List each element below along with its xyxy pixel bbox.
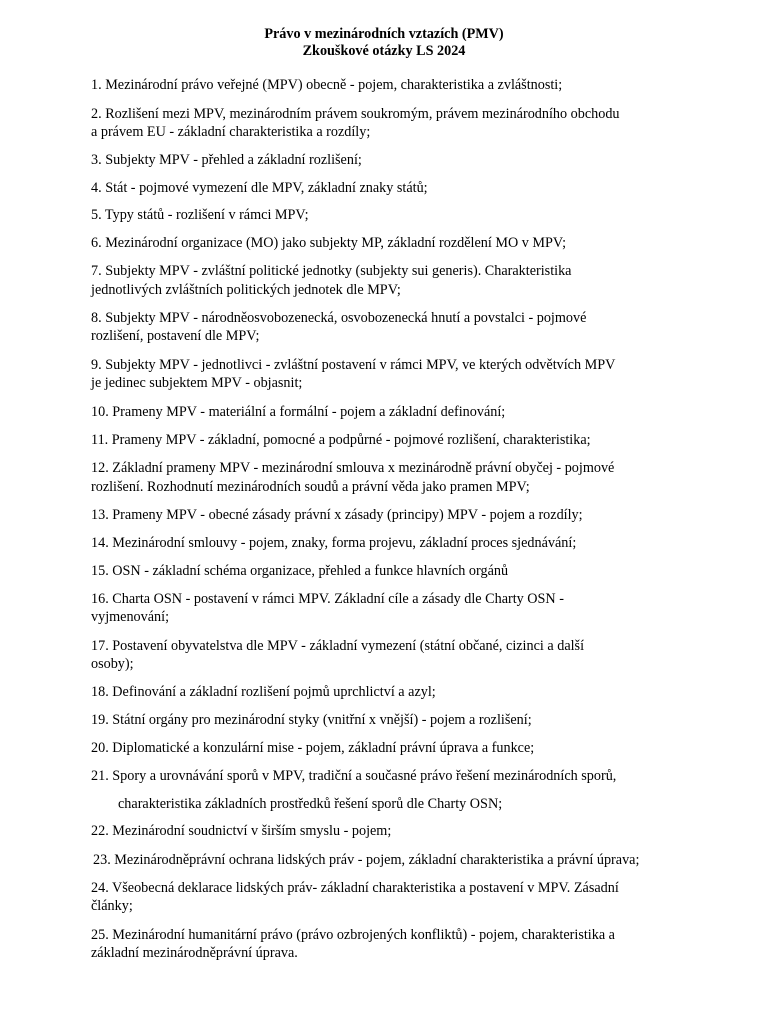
question-19-line-1: 19. Státní orgány pro mezinárodní styky (vnitřní x vnější) - pojem a rozlišení;: [91, 712, 532, 728]
question-5-line-1: 5. Typy států - rozlišení v rámci MPV;: [91, 207, 309, 223]
question-24-line-2: články;: [91, 898, 133, 914]
question-10-line-1: 10. Prameny MPV - materiální a formální - pojem a základní definování;: [91, 404, 506, 420]
question-21-line-2: charakteristika základních prostředků řešení sporů dle Charty OSN;: [118, 796, 503, 812]
question-9-line-2: je jedinec subjektem MPV - objasnit;: [91, 375, 303, 391]
question-1-line-1: 1. Mezinárodní právo veřejné (MPV) obecně - pojem, charakteristika a zvláštnosti;: [91, 77, 563, 93]
question-7-line-1: 7. Subjekty MPV - zvláštní politické jednotky (subjekty sui generis). Charakteristika: [91, 263, 572, 279]
question-13-line-1: 13. Prameny MPV - obecné zásady právní x zásady (principy) MPV - pojem a rozdíly;: [91, 507, 583, 523]
document-title: Právo v mezinárodních vztazích (PMV): [264, 26, 504, 42]
question-16-line-1: 16. Charta OSN - postavení v rámci MPV. Základní cíle a zásady dle Charty OSN -: [91, 591, 564, 607]
question-20-line-1: 20. Diplomatické a konzulární mise - pojem, základní právní úprava a funkce;: [91, 740, 535, 756]
question-4-line-1: 4. Stát - pojmové vymezení dle MPV, základní znaky států;: [91, 180, 428, 196]
question-21-line-1: 21. Spory a urovnávání sporů v MPV, tradiční a současné právo řešení mezinárodních sporů,: [91, 768, 617, 784]
question-18-line-1: 18. Definování a základní rozlišení pojmů uprchlictví a azyl;: [91, 684, 436, 700]
question-23-line-1: 23. Mezinárodněprávní ochrana lidských práv - pojem, základní charakteristika a právní úprava;: [93, 852, 640, 868]
question-17-line-1: 17. Postavení obyvatelstva dle MPV - základní vymezení (státní občané, cizinci a další: [91, 638, 585, 654]
question-12-line-1: 12. Základní prameny MPV - mezinárodní smlouva x mezinárodně právní obyčej - pojmové: [91, 460, 615, 476]
question-11-line-1: 11. Prameny MPV - základní, pomocné a podpůrné - pojmové rozlišení, charakteristika;: [91, 432, 591, 448]
question-2-line-1: 2. Rozlišení mezi MPV, mezinárodním právem soukromým, právem mezinárodního obchodu: [91, 106, 620, 122]
question-24-line-1: 24. Všeobecná deklarace lidských práv- základní charakteristika a postavení v MPV. Zásadní: [91, 880, 619, 896]
question-15-line-1: 15. OSN - základní schéma organizace, přehled a funkce hlavních orgánů: [91, 563, 509, 579]
question-25-line-2: základní mezinárodněprávní úprava.: [91, 945, 298, 961]
question-9-line-1: 9. Subjekty MPV - jednotlivci - zvláštní postavení v rámci MPV, ve kterých odvětvích MPV: [91, 357, 616, 373]
document-subtitle: Zkouškové otázky LS 2024: [302, 43, 466, 59]
question-17-line-2: osoby);: [91, 656, 134, 672]
question-8-line-1: 8. Subjekty MPV - národněosvobozenecká, osvobozenecká hnutí a povstalci - pojmové: [91, 310, 587, 326]
question-7-line-2: jednotlivých zvláštních politických jednotek dle MPV;: [91, 282, 401, 298]
question-2-line-2: a právem EU - základní charakteristika a rozdíly;: [91, 124, 371, 140]
question-22-line-1: 22. Mezinárodní soudnictví v širším smyslu - pojem;: [91, 823, 392, 839]
question-25-line-1: 25. Mezinárodní humanitární právo (právo ozbrojených konfliktů) - pojem, charakteristika a: [91, 927, 615, 943]
question-6-line-1: 6. Mezinárodní organizace (MO) jako subjekty MP, základní rozdělení MO v MPV;: [91, 235, 567, 251]
question-12-line-2: rozlišení. Rozhodnutí mezinárodních soudů a právní věda jako pramen MPV;: [91, 479, 530, 495]
question-14-line-1: 14. Mezinárodní smlouvy - pojem, znaky, forma projevu, základní proces sjednávání;: [91, 535, 577, 551]
question-3-line-1: 3. Subjekty MPV - přehled a základní rozlišení;: [91, 152, 362, 168]
question-8-line-2: rozlišení, postavení dle MPV;: [91, 328, 260, 344]
question-16-line-2: vyjmenování;: [91, 609, 170, 625]
